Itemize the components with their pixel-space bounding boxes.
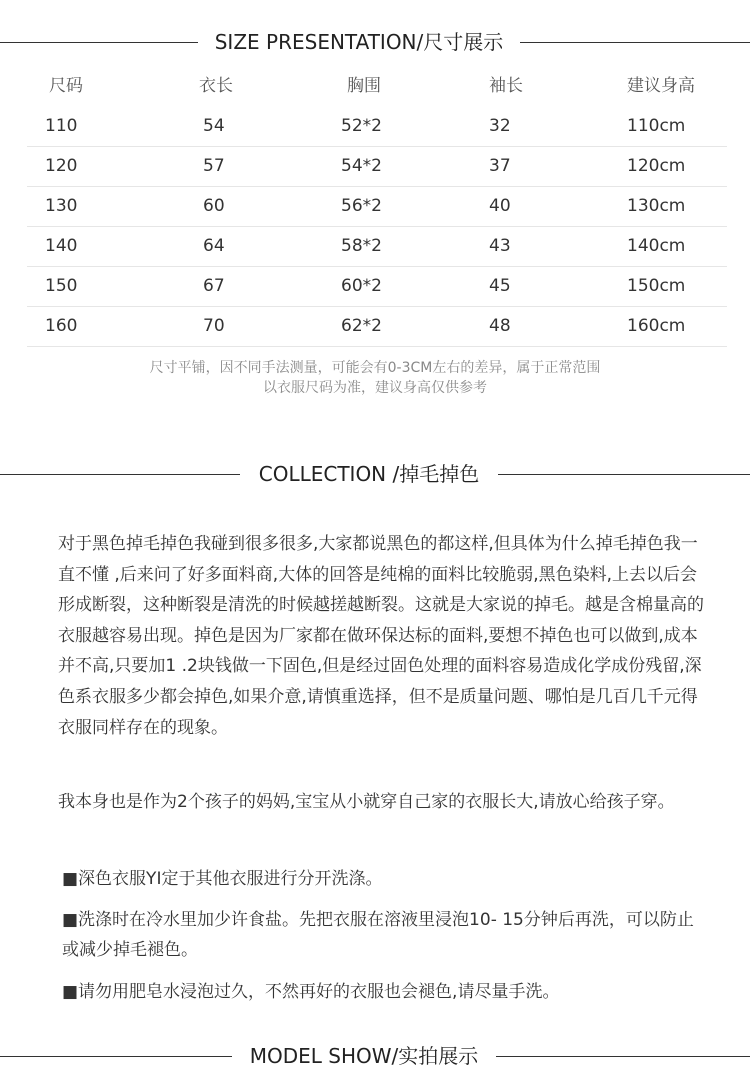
header-divider-right — [520, 42, 750, 43]
header-divider-right — [496, 1056, 750, 1057]
mother-statement-paragraph: 我本身也是作为2个孩子的妈妈,宝宝从小就穿自己家的衣服长大,请放心给孩子穿。 — [58, 792, 675, 812]
header-length: 衣长 — [199, 76, 233, 96]
cell-length: 70 — [203, 316, 225, 336]
table-row — [27, 307, 727, 347]
header-height: 建议身高 — [627, 76, 695, 96]
cell-height: 130cm — [627, 196, 686, 216]
table-row — [27, 147, 727, 187]
table-row — [27, 267, 727, 307]
collection-header — [0, 459, 750, 489]
cell-sleeve: 32 — [489, 116, 511, 136]
cell-chest: 60*2 — [341, 276, 382, 296]
care-tip-salt-soak: ■洗涤时在冷水里加少许食盐。先把衣服在溶液里浸泡10- 15分钟后再洗，可以防止或减少掉毛褪色。 — [62, 910, 694, 960]
cell-height: 160cm — [627, 316, 686, 336]
cell-chest: 54*2 — [341, 156, 382, 176]
header-size: 尺码 — [49, 76, 83, 96]
collection-title: COLLECTION /掉毛掉色 — [258, 462, 480, 486]
measurement-note: 尺寸平铺，因不同手法测量，可能会有0-3CM左右的差异，属于正常范围 — [149, 360, 601, 376]
header-chest: 胸围 — [347, 76, 381, 96]
table-row — [27, 187, 727, 227]
model-show-title: MODEL SHOW/实拍展示 — [249, 1044, 479, 1068]
care-tip-hand-wash: ■请勿用肥皂水浸泡过久，不然再好的衣服也会褪色,请尽量手洗。 — [62, 982, 560, 1002]
cell-sleeve: 45 — [489, 276, 511, 296]
cell-sleeve: 48 — [489, 316, 511, 336]
cell-length: 57 — [203, 156, 225, 176]
header-divider-left — [0, 1056, 232, 1057]
cell-length: 54 — [203, 116, 225, 136]
cell-sleeve: 37 — [489, 156, 511, 176]
care-tip-separate-wash: ■深色衣服YI定于其他衣服进行分开洗涤。 — [62, 869, 383, 889]
cell-size: 130 — [45, 196, 78, 216]
header-divider-left — [0, 474, 240, 475]
table-row — [27, 107, 727, 147]
cell-chest: 56*2 — [341, 196, 382, 216]
cell-length: 67 — [203, 276, 225, 296]
header-divider-right — [498, 474, 750, 475]
cell-size: 140 — [45, 236, 78, 256]
cell-size: 150 — [45, 276, 78, 296]
table-row — [27, 227, 727, 267]
cell-sleeve: 40 — [489, 196, 511, 216]
header-sleeve: 袖长 — [489, 76, 523, 96]
cell-chest: 58*2 — [341, 236, 382, 256]
shedding-explanation-paragraph: 对于黑色掉毛掉色我碰到很多很多,大家都说黑色的都这样,但具体为什么掉毛掉色我一直不懂 ,后来问了好多面料商,大体的回答是纯棉的面料比较脆弱,黑色染料,上去以后会形成断裂，这种断裂是清洗的时候越搓越断裂。这就是大家说的掉毛。越是含棉量高的衣服越容易出现。掉色是因为厂家都在做环保达标的面料,要想不掉色也可以做到,成本并不高,只要加1 .2块钱做一下固色,但是经过固色处理的面料容易造成化学成份残留,深色系衣服多少都会掉色,如果介意,请慎重选择，但不是质量问题、哪怕是几百几千元得衣服同样存在的现象。 — [58, 534, 704, 738]
cell-height: 140cm — [627, 236, 686, 256]
cell-size: 110 — [45, 116, 78, 136]
model-show-header — [0, 1041, 750, 1071]
cell-height: 110cm — [627, 116, 686, 136]
size-table-header — [27, 70, 727, 107]
height-note: 以衣服尺码为准，建议身高仅供参考 — [263, 380, 487, 396]
cell-length: 64 — [203, 236, 225, 256]
cell-size: 120 — [45, 156, 78, 176]
cell-height: 150cm — [627, 276, 686, 296]
header-divider-left — [0, 42, 198, 43]
cell-size: 160 — [45, 316, 78, 336]
cell-height: 120cm — [627, 156, 686, 176]
cell-chest: 62*2 — [341, 316, 382, 336]
cell-chest: 52*2 — [341, 116, 382, 136]
cell-sleeve: 43 — [489, 236, 511, 256]
cell-length: 60 — [203, 196, 225, 216]
size-presentation-title: SIZE PRESENTATION/尺寸展示 — [214, 30, 504, 54]
size-table — [27, 70, 727, 347]
size-presentation-header — [0, 27, 750, 57]
